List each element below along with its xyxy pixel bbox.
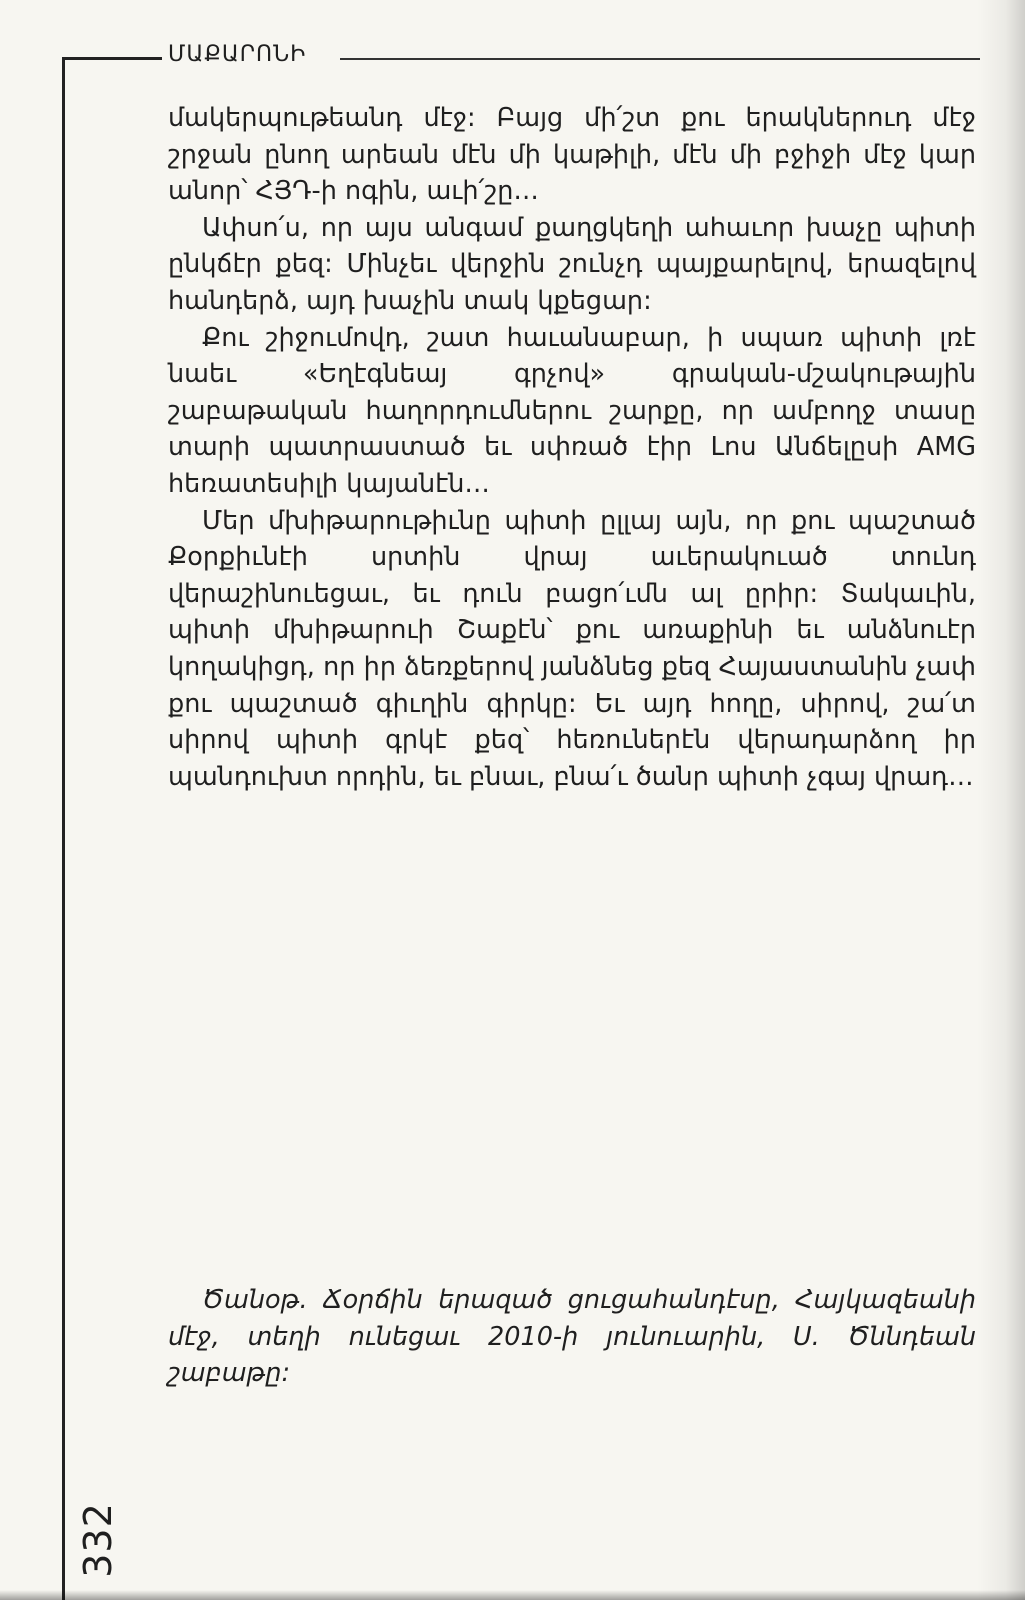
- frame-rule-top-right: [340, 58, 980, 60]
- footnote: Ծանօթ. Ճօրճին երազած ցուցահանդէսը, Հայկազեանի մէջ, տեղի ունեցաւ 2010-ի յունուարին, Ս. Ծննդեան շաբաթը:: [168, 1285, 976, 1389]
- body-text: [168, 100, 976, 795]
- page-edge-shadow: [977, 0, 1025, 1600]
- paragraph: մակերպութեանդ մէջ: Բայց մի՛շտ քու երակներուդ մէջ շրջան ընող արեան մէն մի կաթիլի, մէն մի բջիջի մէջ կար անոր՝ ՀՅԴ-ի ոգին, աւի՛շը…: [168, 103, 976, 207]
- paragraph: Քու շիջումովդ, շատ հաւանաբար, ի սպառ պիտի լռէ նաեւ «Եղէգնեայ գրչով» գրական-մշակութային շաբաթական հաղորդումներու շարքը, որ ամբողջ տասը տարի պատրաստած եւ սփռած էիր Լոս Անճելըսի AMG հեռատեսիլի կայանէն…: [168, 322, 976, 499]
- bottom-edge-shadow: [0, 1590, 1025, 1600]
- frame-rule-left: [62, 57, 65, 1600]
- frame-rule-top-left: [62, 57, 162, 60]
- page-number: 332: [76, 1502, 120, 1578]
- paragraph: Մեր մխիթարութիւնը պիտի ըլլայ այն, որ քու պաշտած Քօրքիւնէի սրտին վրայ աւերակուած տունդ վերաշինուեցաւ, եւ դուն բացո՛ւմն ալ ըրիր: Տակաւին, պիտի մխիթարուի Շաքէն՝ քու առաքինի եւ անձնուէր կողակիցդ, որ իր ձեռքերով յանձնեց քեզ Հայաստանին չափ քու պաշտած գիւղին գիրկը: Եւ այդ հողը, սիրով, շա՛տ սիրով պիտի գրկէ քեզ՝ հեռուներէն վերադարձող իր պանդուխտ որդին, եւ բնաւ, բնա՛ւ ծանր պիտի չգայ վրադ…: [168, 505, 976, 792]
- paragraph: Ափսո՛ս, որ այս անգամ քաղցկեղի ահաւոր խաչը պիտի ընկճէր քեզ: Մինչեւ վերջին շունչդ պայքարելով, երազելով հանդերձ, այդ խաչին տակ կքեցար:: [168, 212, 976, 316]
- running-head: ՄԱՔԱՐՈՆԻ: [168, 42, 307, 67]
